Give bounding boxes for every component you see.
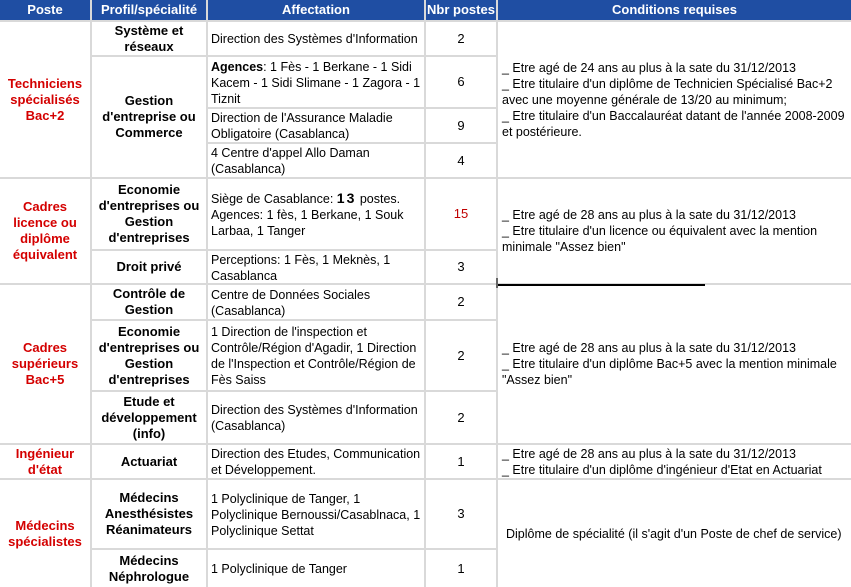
poste-cadres-superieurs	[0, 285, 90, 443]
affectation-text	[211, 59, 422, 107]
profil-gestion-commerce	[92, 57, 206, 177]
conditions-ingenieur	[498, 445, 851, 478]
profil-label: Contrôle de Gestion	[112, 286, 186, 317]
profil-label: Droit privé	[116, 259, 182, 274]
affectation-part: Siège de Casablance:	[211, 192, 337, 206]
nbr-postes-cell: 4	[426, 144, 496, 177]
poste-label: Cadres licence ou diplôme équivalent	[12, 199, 78, 262]
affectation-text: Direction de l'Assurance Maladie Obligatoire (Casablanca)	[211, 111, 393, 141]
nbr-postes-cell: 3	[426, 251, 496, 283]
affectation-text: 1 Direction de l'inspection et Contrôle/Région d'Agadir, 1 Direction de l'Inspection et Contrôle/Région de Fès Saiss	[211, 325, 417, 387]
nbr-postes-cell: 6	[426, 57, 496, 107]
poste-label: Techniciens spécialisés Bac+2	[7, 75, 83, 123]
affectation-cell	[208, 550, 424, 587]
profil-etude-developpement	[92, 392, 206, 443]
condition-line: _ Etre titulaire d'un diplôme d'ingénieur d'Etat en Actuariat	[502, 462, 822, 477]
affectation-cell	[208, 445, 424, 478]
affectation-cell	[208, 179, 424, 249]
affectation-text: 1 Polyclinique de Tanger, 1 Polyclinique Bernoussi/Casablnaca, 1 Polyclinique Settat	[211, 491, 421, 538]
conditions-text	[502, 340, 847, 388]
nbr-postes-cell: 1	[426, 445, 496, 478]
stray-line	[496, 284, 705, 286]
nbr-postes-cell: 2	[426, 22, 496, 55]
poste-medecins	[0, 480, 90, 587]
conditions-medecins	[498, 480, 851, 587]
affectation-cell	[208, 22, 424, 55]
affectation-part: Agences: 1 fès, 1 Berkane, 1 Souk Larbaa, 1 Tanger	[211, 208, 404, 238]
profil-label: Economie d'entreprises ou Gestion d'entreprises	[98, 323, 200, 387]
affectation-cell	[208, 480, 424, 548]
profil-nephrologue	[92, 550, 206, 587]
conditions-text	[502, 60, 847, 140]
conditions-text	[502, 207, 847, 255]
nbr-postes-cell: 2	[426, 285, 496, 319]
nbr-postes-cell: 2	[426, 321, 496, 390]
stray-line-tick	[496, 278, 498, 288]
poste-techniciens	[0, 22, 90, 177]
affectation-cell	[208, 392, 424, 443]
condition-line: _ Etre agé de 24 ans au plus à la sate du 31/12/2013	[502, 60, 796, 75]
header-profil: Profil/spécialité	[92, 0, 206, 20]
affectation-cell	[208, 321, 424, 390]
profil-label: Actuariat	[120, 453, 178, 469]
affectation-text: Direction des Systèmes d'Information	[211, 32, 418, 46]
profil-droit-prive	[92, 251, 206, 283]
condition-line: Diplôme de spécialité (il s'agit d'un Poste de chef de service)	[506, 526, 842, 541]
profil-anesthesistes	[92, 480, 206, 548]
header-conditions: Conditions requises	[498, 0, 851, 20]
affectation-part: postes.	[356, 192, 401, 206]
conditions-techniciens	[498, 22, 851, 177]
affectation-cell	[208, 109, 424, 142]
poste-label: Médecins spécialistes	[8, 517, 82, 549]
nbr-postes-cell: 15	[426, 179, 496, 249]
profil-economie-gestion	[92, 321, 206, 390]
conditions-cadres-licence	[498, 179, 851, 283]
profil-controle-gestion	[92, 285, 206, 319]
profil-label: Médecins Anesthésistes Réanimateurs	[104, 490, 194, 537]
nbr-postes-cell: 2	[426, 392, 496, 443]
profil-label: Economie d'entreprises ou Gestion d'entreprises	[98, 182, 200, 245]
affectation-text: 1 Polyclinique de Tanger	[211, 562, 347, 576]
profil-systeme-reseaux	[92, 22, 206, 55]
affectation-bold: Agences	[211, 59, 264, 74]
condition-line: _ Etre titulaire d'un Baccalauréat datant de l'année 2008-2009 et postérieure.	[502, 108, 845, 139]
header-affectation: Affectation	[208, 0, 424, 20]
conditions-cadres-superieurs	[498, 285, 851, 443]
affectation-text: 4 Centre d'appel Allo Daman (Casablanca)	[211, 146, 370, 176]
profil-label: Système et réseaux	[114, 22, 184, 54]
affectation-cell	[208, 285, 424, 319]
header-nbr-postes: Nbr postes	[426, 0, 496, 20]
header-poste: Poste	[0, 0, 90, 20]
poste-cadres-licence	[0, 179, 90, 283]
affectation-text	[211, 190, 422, 239]
affectation-text: Direction des Etudes, Communication et Développement.	[211, 447, 421, 477]
affectation-text: Centre de Données Sociales (Casablanca)	[211, 287, 371, 318]
condition-line: _ Etre agé de 28 ans au plus à la sate du 31/12/2013	[502, 446, 796, 461]
affectation-text: Direction des Systèmes d'Information (Casablanca)	[211, 403, 418, 433]
nbr-postes-cell: 3	[426, 480, 496, 548]
profil-label: Gestion d'entreprise ou Commerce	[102, 93, 196, 140]
affectation-cell	[208, 144, 424, 177]
condition-line: _ Etre agé de 28 ans au plus à la sate du 31/12/2013	[502, 208, 796, 222]
condition-line: _ Etre titulaire d'un diplôme Bac+5 avec la mention minimale "Assez bien"	[502, 357, 837, 387]
conditions-text	[502, 526, 842, 542]
condition-line: _ Etre titulaire d'un licence ou équivalent avec la mention minimale "Assez bien"	[502, 224, 818, 254]
poste-ingenieur	[0, 445, 90, 478]
affectation-number: 13	[336, 190, 357, 206]
condition-line: _ Etre agé de 28 ans au plus à la sate du 31/12/2013	[502, 341, 796, 355]
profil-label: Médecins Néphrologue	[108, 552, 190, 584]
condition-line: _ Etre titulaire d'un diplôme de Technicien Spécialisé Bac+2 avec une moyenne générale de 13/20 au minimum;	[502, 76, 833, 107]
affectation-text: Perceptions: 1 Fès, 1 Meknès, 1 Casablanca	[211, 252, 391, 283]
nbr-postes-cell: 1	[426, 550, 496, 587]
profil-actuariat	[92, 445, 206, 478]
affectation-rest: : 1 Fès - 1 Berkane - 1 Sidi Kacem - 1 Sidi Slimane - 1 Zagora - 1 Tiznit	[211, 59, 421, 106]
affectation-cell	[208, 57, 424, 107]
poste-label: Cadres supérieurs Bac+5	[11, 340, 79, 387]
profil-label: Etude et développement (info)	[101, 393, 197, 441]
profil-economie-gestion	[92, 179, 206, 249]
poste-label: Ingénieur d'état	[15, 445, 75, 477]
affectation-cell	[208, 251, 424, 283]
nbr-postes-cell: 9	[426, 109, 496, 142]
conditions-text	[502, 446, 822, 478]
